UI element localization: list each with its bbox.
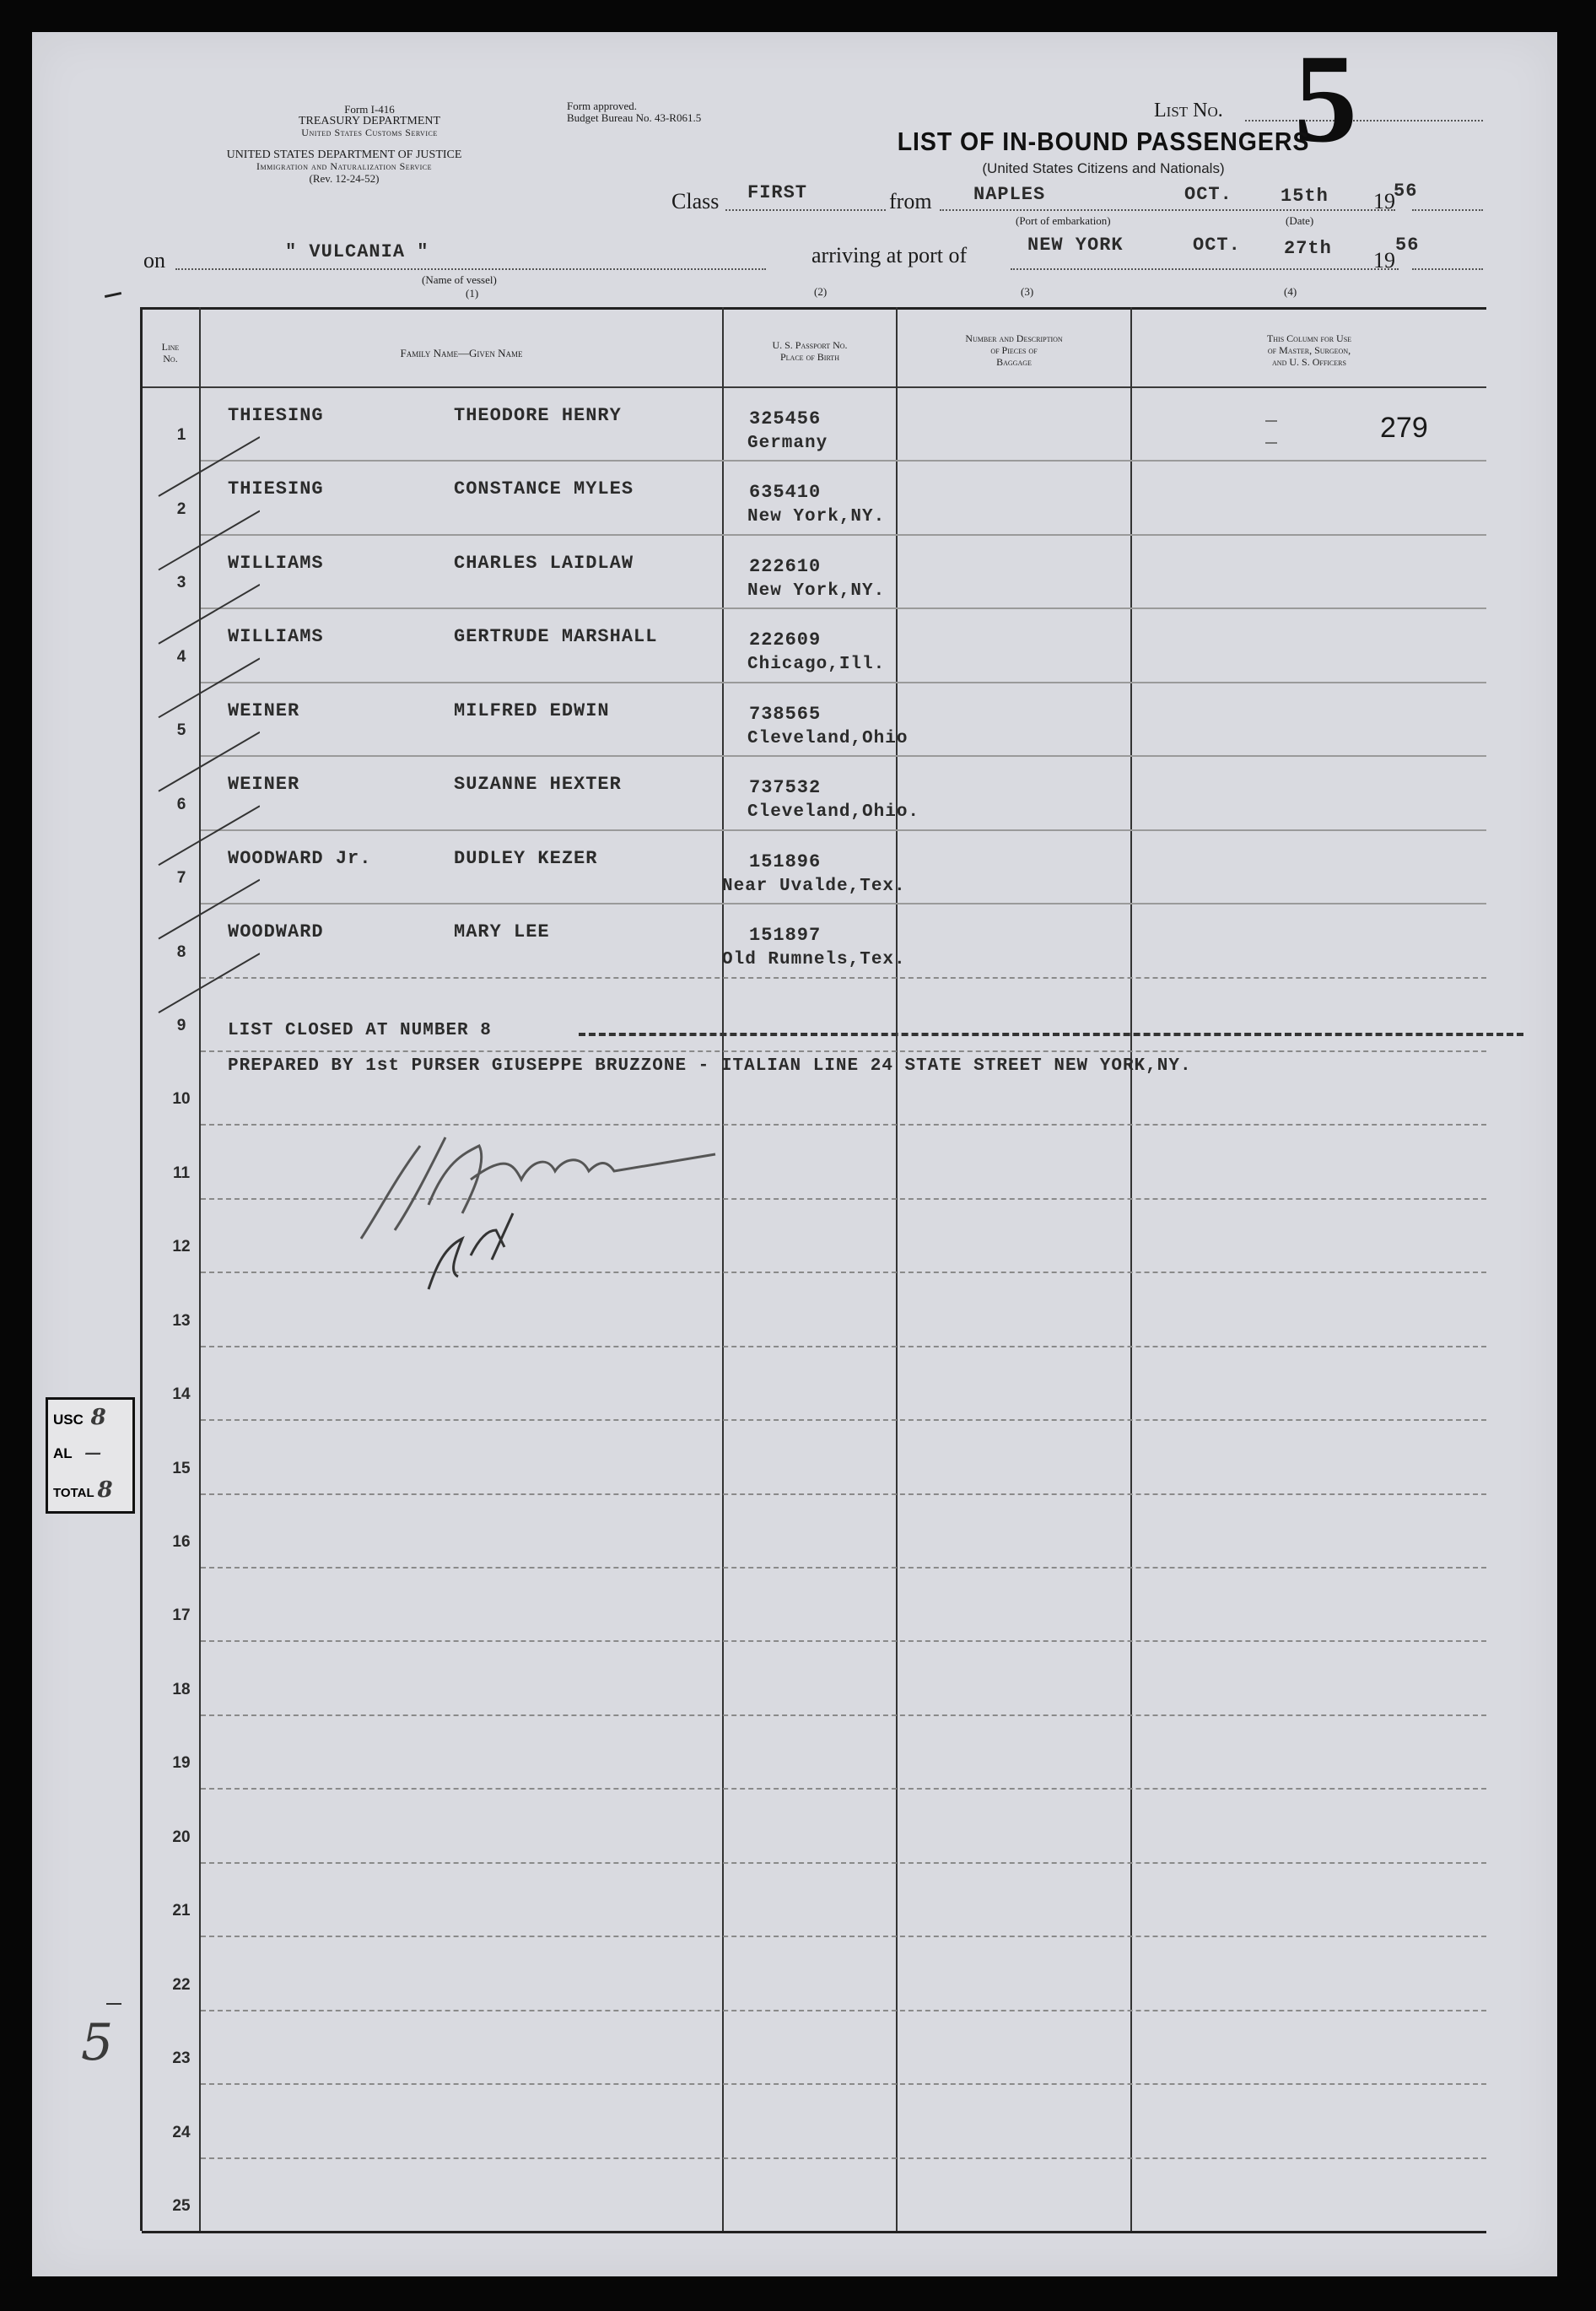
line-number: 25	[172, 2197, 191, 2215]
line-number: 15	[172, 1460, 191, 1477]
line-number: 1	[176, 426, 186, 444]
embark-year-prefix: 19	[1373, 189, 1395, 213]
row-separator	[201, 2083, 1486, 2085]
revision: (Rev. 12-24-52)	[309, 172, 380, 185]
list-no-label: List No.	[1154, 100, 1223, 121]
from-line	[940, 209, 1395, 211]
family-name: THIESING	[228, 405, 324, 426]
line-number: 3	[176, 574, 186, 591]
col-baggage-3: Baggage	[996, 356, 1032, 368]
col-officers-2: of Master, Surgeon,	[1267, 344, 1351, 356]
stamp-usc-label: USC	[53, 1412, 84, 1428]
baggage-col-divider	[1130, 307, 1132, 2231]
row-separator	[201, 1050, 1486, 1052]
line-number: 18	[172, 1681, 191, 1698]
line-number: 5	[176, 721, 186, 739]
row-separator	[201, 2010, 1486, 2011]
officer-mark	[1265, 420, 1277, 422]
line-number: 23	[172, 2049, 191, 2067]
table-top-border	[140, 307, 1486, 310]
col-baggage	[898, 332, 1130, 368]
stamp-total	[53, 1477, 113, 1503]
row-separator	[201, 534, 1486, 536]
given-name: CHARLES LAIDLAW	[454, 553, 634, 574]
arrival-month: OCT.	[1193, 235, 1241, 256]
row-separator	[201, 460, 1486, 462]
col-officers-3: and U. S. Officers	[1272, 356, 1346, 368]
family-name: WOODWARD	[228, 921, 324, 942]
family-name: WEINER	[228, 700, 300, 721]
arrival-year: 56	[1395, 235, 1420, 256]
line-number: 9	[176, 1017, 186, 1034]
form-number: Form I-416	[344, 103, 395, 116]
passport-number: 151896	[749, 851, 822, 872]
row-separator	[201, 1640, 1486, 1642]
row-separator	[201, 1714, 1486, 1716]
row-separator	[201, 1346, 1486, 1347]
justice-dept: UNITED STATES DEPARTMENT OF JUSTICE	[226, 148, 462, 161]
embark-year: 56	[1394, 181, 1418, 202]
from-label: from	[889, 189, 932, 213]
tally-mark	[159, 880, 260, 939]
list-number: 5	[1294, 29, 1357, 169]
given-name: GERTRUDE MARSHALL	[454, 626, 658, 647]
officer-signature	[344, 1112, 783, 1306]
prepared-by-note: PREPARED BY 1st PURSER GIUSEPPE BRUZZONE - ITALIAN LINE 24 STATE STREET NEW YORK,NY.	[228, 1056, 1192, 1076]
family-name: WEINER	[228, 774, 300, 795]
line-number: 13	[172, 1312, 191, 1330]
arrival-year-line	[1412, 268, 1483, 270]
port-embark-caption: (Port of embarkation)	[1016, 214, 1111, 227]
passport-number: 737532	[749, 777, 822, 798]
col-line	[142, 341, 199, 364]
class-line	[725, 209, 886, 211]
caption-2: (2)	[814, 285, 828, 298]
place-of-birth: Cleveland,Ohio.	[747, 802, 920, 822]
caption-1: (1)	[466, 287, 479, 300]
passport-number: 738565	[749, 704, 822, 725]
margin-tick	[105, 292, 121, 298]
col-name: Family Name—Given Name	[400, 347, 523, 359]
line-number: 12	[172, 1238, 191, 1255]
col-line-1: Line	[161, 341, 180, 353]
tally-mark	[159, 732, 260, 791]
place-of-birth: Chicago,Ill.	[747, 655, 886, 674]
passport-number: 222610	[749, 556, 822, 577]
line-number: 4	[176, 648, 186, 666]
ins-service: Immigration and Naturalization Service	[256, 160, 432, 172]
family-name: WOODWARD Jr.	[228, 848, 372, 869]
given-name: MARY LEE	[454, 921, 550, 942]
tally-mark	[159, 953, 260, 1012]
arrival-port: NEW YORK	[1027, 235, 1124, 256]
line-number: 24	[172, 2124, 191, 2141]
row-separator	[201, 1493, 1486, 1495]
stamp-usc	[53, 1405, 106, 1430]
row-separator	[201, 1788, 1486, 1790]
list-closed-note: LIST CLOSED AT NUMBER 8	[228, 1021, 492, 1040]
col-line-2: No.	[163, 353, 178, 364]
passport-number: 325456	[749, 408, 822, 429]
embark-day: 15th	[1281, 186, 1329, 207]
col-officers-1: This Column for Use	[1266, 332, 1352, 344]
stamp-total-value: 8	[97, 1477, 113, 1503]
place-of-birth: Old Rumnels,Tex.	[722, 950, 906, 969]
line-number: 11	[172, 1164, 191, 1182]
list-no-line	[1245, 120, 1483, 121]
place-of-birth: Germany	[747, 434, 828, 453]
line-number: 10	[172, 1090, 191, 1108]
row-separator	[201, 607, 1486, 609]
place-of-birth: New York,NY.	[747, 581, 886, 601]
tally-mark	[159, 437, 260, 496]
row-separator	[201, 2157, 1486, 2159]
caption-3: (3)	[1021, 285, 1034, 298]
year-line	[1412, 209, 1483, 211]
arrival-day: 27th	[1284, 238, 1332, 259]
row-separator	[201, 977, 1486, 979]
stamp-total-label: TOTAL	[53, 1486, 94, 1500]
passport-col-divider	[896, 307, 898, 2231]
col-baggage-2: of Pieces of	[990, 344, 1038, 356]
closing-dash-line	[579, 1033, 1523, 1036]
arrival-year-prefix: 19	[1373, 248, 1395, 273]
place-of-birth: Cleveland,Ohio	[747, 729, 909, 748]
tally-mark	[159, 658, 260, 717]
tally-mark	[159, 806, 260, 865]
passport-number: 222609	[749, 629, 822, 651]
family-name: WILLIAMS	[228, 626, 324, 647]
class-value: FIRST	[747, 182, 808, 203]
family-name: THIESING	[228, 478, 324, 499]
caption-4: (4)	[1284, 285, 1297, 298]
vessel-line	[175, 268, 766, 270]
place-of-birth: New York,NY.	[747, 507, 886, 526]
line-number: 8	[176, 943, 186, 961]
arrival-line	[1011, 268, 1399, 270]
date-caption: (Date)	[1286, 214, 1314, 227]
vessel-name: " VULCANIA "	[285, 241, 429, 262]
table-bottom-border	[142, 2231, 1486, 2233]
treasury-dept: TREASURY DEPARTMENT	[298, 115, 441, 127]
class-label: Class	[671, 189, 720, 213]
passport-number: 151897	[749, 925, 822, 946]
line-number: 6	[176, 796, 186, 813]
line-number: 19	[172, 1754, 191, 1772]
passport-number: 635410	[749, 482, 822, 503]
tally-mark	[159, 510, 260, 570]
line-number: 17	[172, 1606, 191, 1624]
count-stamp	[46, 1397, 135, 1514]
from-value: NAPLES	[973, 184, 1046, 205]
line-number: 2	[176, 500, 186, 518]
page-title: LIST OF IN-BOUND PASSENGERS	[897, 127, 1310, 156]
given-name: DUDLEY KEZER	[454, 848, 598, 869]
col-passport-2: Place of Birth	[780, 351, 839, 363]
arriving-label: arriving at port of	[811, 243, 968, 267]
page-subtitle: (United States Citizens and Nationals)	[982, 160, 1225, 176]
line-number: 14	[172, 1385, 191, 1403]
stamp-al-value: —	[84, 1442, 102, 1462]
row-separator	[201, 755, 1486, 757]
given-name: THEODORE HENRY	[454, 405, 622, 426]
col-baggage-1: Number and Description	[965, 332, 1063, 344]
embark-month: OCT.	[1184, 184, 1232, 205]
on-label: on	[143, 248, 165, 273]
budget-bureau: Budget Bureau No. 43-R061.5	[567, 111, 702, 124]
margin-note-tick	[106, 2003, 121, 2005]
stamp-usc-value: 8	[90, 1405, 106, 1430]
given-name: MILFRED EDWIN	[454, 700, 610, 721]
customs-service: United States Customs Service	[301, 127, 438, 138]
col-officers	[1132, 332, 1486, 368]
row-separator	[201, 682, 1486, 683]
stamp-al-label: AL	[53, 1445, 73, 1461]
col-passport-1: U. S. Passport No.	[772, 339, 848, 351]
col-passport	[724, 339, 896, 363]
line-number: 21	[172, 1902, 191, 1920]
row-separator	[201, 829, 1486, 831]
stamp-al	[53, 1442, 101, 1462]
tally-marks	[125, 403, 260, 1078]
row-separator	[201, 1567, 1486, 1569]
row-separator	[201, 1936, 1486, 1937]
line-number: 7	[176, 869, 186, 887]
tally-mark	[159, 585, 260, 644]
document-page	[32, 29, 1557, 2276]
row-separator	[201, 1419, 1486, 1421]
family-name: WILLIAMS	[228, 553, 324, 574]
officer-mark-2	[1265, 442, 1277, 444]
line-number: 22	[172, 1976, 191, 1994]
header-bottom-border	[140, 386, 1486, 388]
row-separator	[201, 903, 1486, 904]
margin-note: 5	[81, 2013, 114, 2072]
place-of-birth: Near Uvalde,Tex.	[722, 877, 906, 896]
row-separator	[201, 1862, 1486, 1864]
given-name: CONSTANCE MYLES	[454, 478, 634, 499]
line-number: 16	[172, 1533, 191, 1551]
line-number: 20	[172, 1828, 191, 1846]
officer-note: 279	[1380, 412, 1428, 444]
given-name: SUZANNE HEXTER	[454, 774, 622, 795]
form-approved: Form approved.	[567, 100, 638, 112]
vessel-caption: (Name of vessel)	[422, 273, 497, 286]
